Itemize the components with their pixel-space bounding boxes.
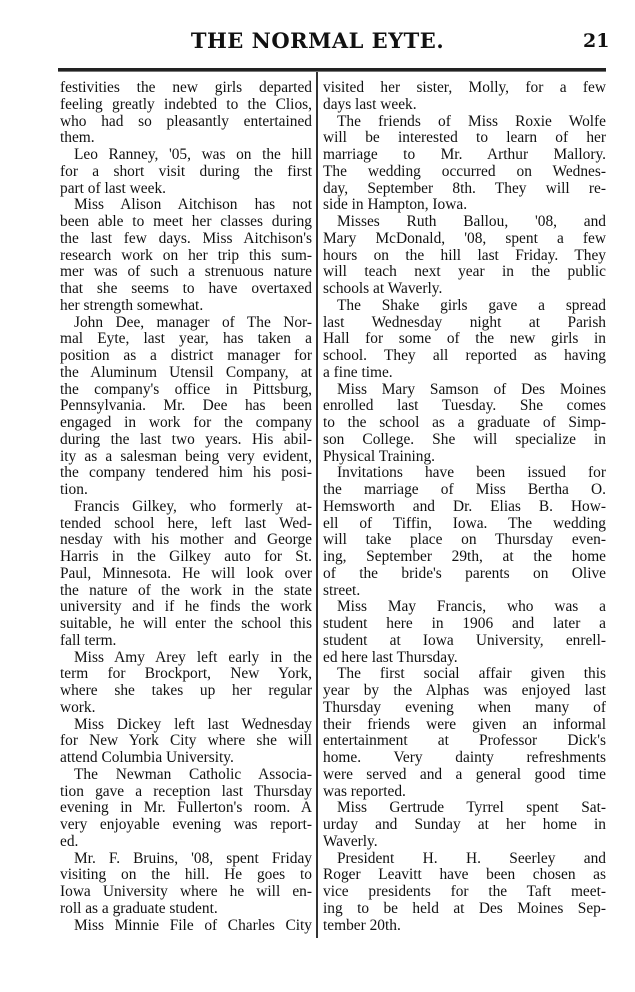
text-line: President H. H. Seerley and [337, 849, 606, 867]
text-line: will be interested to learn of her [323, 129, 606, 147]
text-line: Miss Amy Arey left early in the [74, 648, 312, 666]
text-line: a fine time. [323, 363, 393, 381]
text-line: term for Brockport, New York, [60, 665, 312, 683]
text-line: urday and Sunday at her home in [323, 816, 606, 833]
text-line: the Aluminum Utensil Company, at [60, 363, 312, 381]
text-line: Miss Dickey left last Wednesday [74, 715, 312, 733]
text-line: hours on the hill last Friday. They [323, 246, 606, 264]
text-line: ing to be held at Des Moines Sep- [323, 899, 606, 917]
text-line: Miss May Francis, who was a [337, 598, 606, 616]
news-item [60, 197, 312, 314]
text-line: side in Hampton, Iowa. [323, 196, 468, 214]
text-line: ed. [60, 832, 79, 850]
text-line: festivities the new girls departed [60, 79, 312, 96]
text-line: part of last week. [60, 179, 166, 197]
text-line: Hall for some of the new girls in [323, 330, 606, 348]
text-line: student here in 1906 and later a [323, 615, 606, 632]
text-line: The wedding occurred on Wednes- [323, 162, 606, 180]
masthead [0, 28, 635, 58]
text-line: Mr. F. Bruins, '08, spent Friday [74, 849, 312, 867]
text-line: nesday with his mother and George [60, 531, 312, 549]
news-item [323, 666, 606, 800]
text-line: research work on her trip this sum- [60, 246, 312, 264]
text-line: where she takes up her regular [60, 682, 312, 699]
news-item [60, 147, 312, 197]
text-line: her strength somewhat. [60, 296, 204, 314]
text-line: Misses Ruth Ballou, '08, and [337, 213, 606, 230]
news-item [323, 298, 606, 382]
text-line: for New York City where she will [60, 732, 312, 750]
header-rule [58, 68, 606, 72]
text-line: their friends were given an informal [323, 715, 606, 733]
text-line: will teach next year in the public [323, 263, 606, 281]
page-number: 21 [583, 30, 610, 52]
text-line: fall term. [60, 631, 117, 649]
news-item [60, 315, 312, 499]
text-line: for a short visit during the first [60, 162, 312, 180]
news-item [60, 650, 312, 717]
text-line: visited her sister, Molly, for a few [323, 79, 606, 96]
text-line: university and if he finds the work [60, 598, 312, 616]
text-line: The Shake girls gave a spread [337, 296, 606, 314]
text-line: the nature of the work in the state [60, 581, 312, 599]
text-line: the company's office in Pittsburg, [60, 380, 312, 398]
text-line: roll as a graduate student. [60, 899, 218, 917]
text-line: the company tendered him his posi- [60, 464, 312, 482]
text-line: Leo Ranney, '05, was on the hill [74, 146, 312, 163]
text-line: engaged in work for the company [60, 414, 312, 431]
text-line: year by the Alphas was enjoyed last [323, 682, 606, 699]
text-line: evening in Mr. Fullerton's room. A [60, 799, 312, 817]
text-line: day, September 8th. They will re- [323, 179, 606, 197]
text-line: attend Columbia University. [60, 749, 234, 766]
text-line: Iowa University where he will en- [60, 883, 312, 900]
text-line: Miss Minnie File of Charles City [74, 916, 312, 934]
news-item [323, 382, 606, 466]
text-line: was reported. [323, 782, 406, 800]
text-line: ell of Tiffin, Iowa. The wedding [323, 514, 606, 532]
text-line: days last week. [323, 95, 417, 113]
news-item [323, 114, 606, 215]
text-line: Invitations have been issued for [337, 464, 606, 482]
news-item [323, 465, 606, 599]
text-line: suitable, he will enter the school this [60, 615, 312, 632]
text-line: Waverly. [323, 832, 378, 850]
text-line: last Wednesday night at Parish [323, 313, 606, 331]
text-line: Miss Mary Samson of Des Moines [337, 380, 606, 398]
text-line: will take place on Thursday even- [323, 531, 606, 549]
text-line: them. [60, 129, 95, 147]
text-line: the last few days. Miss Aitchison's [60, 229, 312, 247]
text-line: who had so pleasantly entertained [60, 112, 312, 130]
text-line: Hemsworth and Dr. Elias B. How- [323, 497, 606, 515]
text-line: Roger Leavitt have been chosen as [323, 866, 606, 884]
text-line: Thursday evening when many of [323, 698, 606, 716]
text-line: tion. [60, 481, 88, 498]
news-item [60, 918, 312, 935]
text-line: schools at Waverly. [323, 280, 443, 297]
text-line: Pennsylvania. Mr. Dee has been [60, 397, 312, 415]
text-line: the marriage of Miss Bertha O. [323, 481, 606, 498]
text-line: during the last two years. His abil- [60, 430, 312, 448]
text-line: very enjoyable evening was report- [60, 816, 312, 833]
text-line: ed here last Thursday. [323, 648, 458, 666]
text-line: student at Iowa University, enrell- [323, 631, 606, 649]
text-line: tion gave a reception last Thursday [60, 782, 312, 800]
text-line: Paul, Minnesota. He will look over [60, 564, 312, 582]
column-divider [316, 72, 318, 938]
text-line: enrolled last Tuesday. She comes [323, 397, 606, 415]
text-line: of the bride's parents on Olive [323, 564, 606, 582]
newspaper-title: THE NORMAL EYTE. [190, 28, 445, 53]
news-item [323, 80, 606, 114]
right-column [323, 80, 606, 934]
text-line: to the school as a graduate of Simp- [323, 414, 606, 431]
news-item [323, 599, 606, 666]
text-line: Harris in the Gilkey auto for St. [60, 548, 312, 565]
text-line: home. Very dainty refreshments [323, 749, 606, 766]
text-line: Francis Gilkey, who formerly at- [74, 497, 312, 515]
news-item [323, 800, 606, 850]
text-line: The friends of Miss Roxie Wolfe [337, 112, 606, 130]
text-line: The first social affair given this [337, 665, 606, 683]
text-line: Miss Gertrude Tyrrel spent Sat- [337, 799, 606, 817]
text-line: marriage to Mr. Arthur Mallory. [323, 146, 606, 163]
text-line: The Newman Catholic Associa- [74, 765, 312, 783]
text-line: vice presidents for the Taft meet- [323, 883, 606, 900]
news-item [60, 80, 312, 147]
news-item [60, 717, 312, 767]
text-line: work. [60, 698, 96, 716]
news-item [323, 851, 606, 935]
text-line: been able to meet her classes during [60, 213, 312, 230]
news-item [60, 851, 312, 918]
text-line: Physical Training. [323, 447, 436, 465]
text-line: son College. She will specialize in [323, 430, 606, 448]
text-line: were served and a general good time [323, 765, 606, 783]
text-line: school. They all reported as having [323, 347, 606, 364]
text-line: feeling greatly indebted to the Clios, [60, 95, 312, 113]
text-line: visiting on the hill. He goes to [60, 866, 312, 884]
news-item [60, 767, 312, 851]
text-line: tember 20th. [323, 916, 401, 934]
news-item [60, 499, 312, 650]
text-line: Mary McDonald, '08, spent a few [323, 229, 606, 247]
text-line: position as a district manager for [60, 347, 312, 364]
text-line: ity as a salesman being very evident, [60, 447, 312, 465]
text-line: Miss Alison Aitchison has not [74, 196, 312, 214]
text-line: ing, September 29th, at the home [323, 548, 606, 565]
left-column [60, 80, 312, 934]
text-line: John Dee, manager of The Nor- [74, 313, 312, 331]
text-line: tended school here, left last Wed- [60, 514, 312, 532]
text-line: mer was of such a strenuous nature [60, 263, 312, 281]
text-line: mal Eyte, last year, has taken a [60, 330, 312, 348]
text-line: street. [323, 581, 361, 599]
text-line: entertainment at Professor Dick's [323, 732, 606, 750]
text-line: that she seems to have overtaxed [60, 280, 312, 297]
news-item [323, 214, 606, 298]
